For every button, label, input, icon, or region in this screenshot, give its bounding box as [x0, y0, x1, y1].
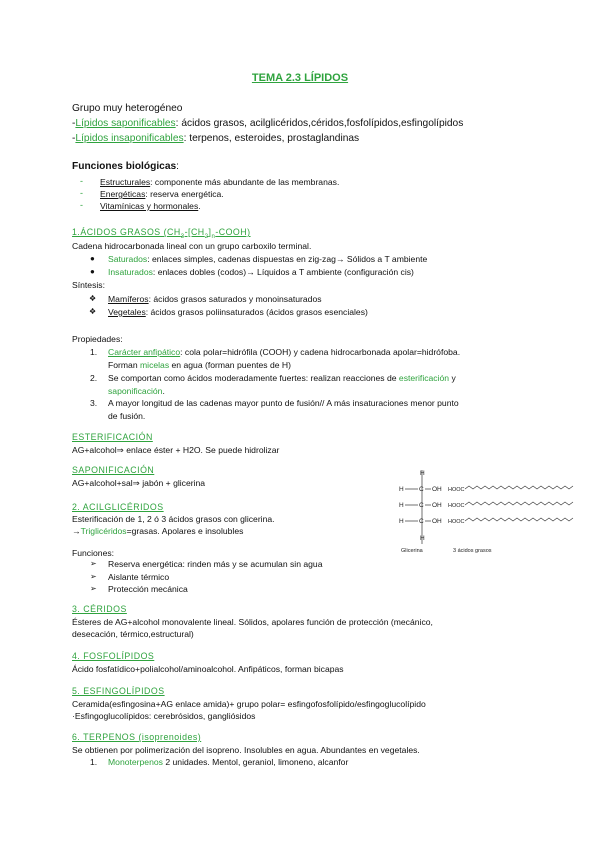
- hydrogen-atom: H: [399, 518, 404, 525]
- hydrogen-atom: H: [399, 502, 404, 509]
- hydrogen-atom: H: [420, 535, 425, 542]
- list-number: 1.: [90, 757, 98, 767]
- acidos-grasos-label: 3 ácidos grasos: [453, 548, 492, 554]
- intro-line: Grupo muy heterogéneo: [72, 103, 183, 114]
- section-acilgliceridos-heading: 2. ACILGLICÉRIDOS: [72, 502, 164, 512]
- funcion-term: Estructurales: [100, 177, 151, 187]
- bullet-diamond: ❖: [89, 307, 97, 316]
- heading-subscript: 3: [180, 233, 185, 240]
- funcion-text: : componente más abundante de las membranas.: [150, 177, 340, 187]
- terpenos-text: 2 unidades. Mentol, geraniol, limoneno, alcanfor: [162, 757, 349, 767]
- section-fosfolipidos-heading: 4. FOSFOLÍPIDOS: [72, 651, 155, 661]
- carbon-atom: C: [419, 486, 424, 493]
- micelas-term: micelas: [140, 360, 170, 370]
- saturados-item: [108, 254, 427, 264]
- acilgliceridos-text: =grasas. Apolares e insolubles: [126, 526, 244, 536]
- glicerina-label: Glicerina: [401, 548, 423, 554]
- section-acidos-grasos-heading: [72, 227, 251, 240]
- dash-marker: -: [80, 200, 83, 210]
- acil-funcion-item: Reserva energética: rinden más y se acumulan sin agua: [108, 559, 323, 569]
- propiedad-text: Se comportan como ácidos moderadamente fuertes: realizan reacciones de: [108, 373, 399, 383]
- bullet-arrowhead: ➢: [90, 584, 97, 593]
- mamiferos-text: : ácidos grasos saturados y monoinsaturados: [148, 294, 322, 304]
- acil-funcion-item: Protección mecánica: [108, 584, 188, 594]
- funcion-text: : reserva energética.: [145, 189, 224, 199]
- hydroxyl-group: OH: [432, 518, 442, 525]
- arrow-symbol: →: [72, 526, 81, 536]
- fosfolipidos-line1: Ácido fosfatídico+polialcohol/aminoalcohol. Anfipáticos, forman bicapas: [72, 664, 344, 674]
- vegetales-text: : ácidos grasos poliinsaturados (ácidos grasos esenciales): [145, 307, 368, 317]
- saponificacion-text: AG+alcohol+sal⇒ jabón + glicerina: [72, 478, 206, 488]
- propiedad-text: Forman: [108, 360, 140, 370]
- funciones-colon: :: [176, 161, 179, 172]
- carboxyl-group: HOOC: [448, 487, 465, 493]
- dash-prefix: -: [72, 118, 76, 129]
- acilgliceridos-line1: Esterificación de 1, 2 ó 3 ácidos grasos con glicerina.: [72, 514, 275, 524]
- page-title: TEMA 2.3 LÍPIDOS: [251, 72, 349, 84]
- dash-prefix: -: [72, 133, 76, 144]
- fatty-acid-chain: [465, 518, 573, 521]
- hydrogen-atom: H: [399, 486, 404, 493]
- bullet-arrowhead: ➢: [90, 572, 97, 581]
- propiedad-text: .: [162, 386, 165, 396]
- funciones-heading: [72, 161, 179, 172]
- sintesis-label: Síntesis:: [72, 280, 105, 290]
- vegetales-item: [108, 307, 368, 317]
- bullet-dot: ●: [90, 267, 95, 276]
- propiedad-1: [108, 347, 460, 357]
- acidos-description: Cadena hidrocarbonada lineal con un grupo carboxilo terminal.: [72, 241, 312, 251]
- heading-subscript: n: [211, 233, 216, 240]
- insaponificables-line: [72, 133, 359, 144]
- heading-part: -[CH: [184, 227, 205, 237]
- acilgliceridos-line2: [72, 526, 243, 536]
- hydrogen-atom: H: [420, 470, 425, 477]
- heading-subscript: 2: [204, 233, 209, 240]
- funcion-item: [100, 189, 224, 199]
- carbon-atom: C: [419, 502, 424, 509]
- dash-marker: -: [80, 176, 83, 186]
- propiedad-2-line2: [108, 386, 165, 396]
- trigliceridos-term: Triglicéridos: [80, 526, 127, 536]
- insaponificables-link[interactable]: Lípidos insaponificables: [75, 133, 184, 144]
- bullet-diamond: ❖: [89, 294, 97, 303]
- propiedad-3: A mayor longitud de las cadenas mayor punto de fusión// A más insaturaciones menor punto: [108, 398, 459, 408]
- section-ceridos-heading: 3. CÉRIDOS: [72, 604, 127, 614]
- section-esfingolipidos-heading: 5. ESFINGOLÍPIDOS: [72, 686, 165, 696]
- carboxyl-group: HOOC: [448, 519, 465, 525]
- saturados-text: : enlaces simples, cadenas dispuestas en zig-zag→ Sólidos a T ambiente: [147, 254, 428, 264]
- list-number: 3.: [90, 398, 98, 408]
- bullet-arrowhead: ➢: [90, 559, 97, 568]
- propiedad-1-line2: [108, 360, 291, 370]
- saponificacion-heading: SAPONIFICACIÓN: [72, 465, 155, 475]
- funciones-heading-text: Funciones biológicas: [72, 161, 177, 172]
- glicerina-acidos-diagram: [398, 468, 578, 558]
- list-number: 2.: [90, 373, 98, 383]
- dash-marker: -: [80, 188, 83, 198]
- insaponificables-text: : terpenos, esteroides, prostaglandinas: [183, 133, 360, 144]
- hydroxyl-group: OH: [432, 486, 442, 493]
- monoterpenos-term: Monoterpenos: [108, 757, 163, 767]
- hydroxyl-group: OH: [432, 502, 442, 509]
- funcion-term: Energéticas: [100, 189, 146, 199]
- saturados-term: Saturados: [108, 254, 148, 264]
- funcion-item: [100, 201, 201, 211]
- esterificacion-text: AG+alcohol⇒ enlace éster + H2O. Se puede hidrolizar: [72, 445, 280, 455]
- saponificables-text: : ácidos grasos, acilglicéridos,céridos,fosfolípidos,esfingolípidos: [175, 118, 464, 129]
- propiedad-text: y: [449, 373, 456, 383]
- acil-funciones-label: Funciones:: [72, 548, 115, 558]
- fatty-acid-chain: [465, 486, 573, 489]
- heading-part: -COOH): [215, 227, 251, 237]
- heading-part: ]: [208, 227, 212, 237]
- propiedad-3-line2: de fusión.: [108, 411, 146, 421]
- carbon-atom: C: [419, 518, 424, 525]
- terpenos-item: [108, 757, 348, 767]
- ceridos-line2: desecación, térmico,estructural): [72, 629, 194, 639]
- anfipatico-link[interactable]: Carácter anfipático: [108, 347, 181, 357]
- propiedad-text: : cola polar=hidrófila (COOH) y cadena hidrocarbonada apolar=hidrófoba.: [180, 347, 461, 357]
- esfingolipidos-line2: ·Esfingoglucolípidos: cerebrósidos, gangliósidos: [72, 711, 256, 721]
- insaturados-term: Insaturados: [108, 267, 153, 277]
- propiedades-label: Propiedades:: [72, 334, 123, 344]
- propiedad-text: en agua (forman puentes de H): [169, 360, 291, 370]
- saponificables-line: [72, 118, 463, 129]
- esterificacion-heading: ESTERIFICACIÓN: [72, 432, 153, 442]
- bullet-dot: ●: [90, 254, 95, 263]
- list-number: 1.: [90, 347, 98, 357]
- acil-funcion-item: Aislante térmico: [108, 572, 170, 582]
- heading-part: 1.ÁCIDOS GRASOS (CH: [72, 227, 181, 237]
- vegetales-term: Vegetales: [108, 307, 146, 317]
- funcion-term: Vitamínicas y hormonales: [100, 201, 199, 211]
- propiedad-2: [108, 373, 456, 383]
- insaturados-item: [108, 267, 414, 277]
- ceridos-line1: Ésteres de AG+alcohol monovalente lineal. Sólidos, apolares función de protección (mecánico,: [72, 617, 433, 627]
- mamiferos-item: [108, 294, 322, 304]
- funcion-text: .: [198, 201, 201, 211]
- saponificables-link[interactable]: Lípidos saponificables: [75, 118, 176, 129]
- insaturados-text: : enlaces dobles (codos)→ Líquidos a T ambiente (configuración cis): [152, 267, 414, 277]
- fatty-acid-chain: [465, 502, 573, 505]
- mamiferos-term: Mamíferos: [108, 294, 149, 304]
- esterificacion-term: esterificación: [398, 373, 450, 383]
- section-terpenos-heading: 6. TERPENOS (isoprenoides): [72, 732, 202, 742]
- esfingolipidos-line1: Ceramida(esfingosina+AG enlace amida)+ grupo polar= esfingofosfolípido/esfingoglucolípido: [72, 699, 426, 709]
- carboxyl-group: HOOC: [448, 503, 465, 509]
- funcion-item: [100, 177, 339, 187]
- terpenos-line1: Se obtienen por polimerización del isopreno. Insolubles en agua. Abundantes en vegetales.: [72, 745, 420, 755]
- saponificacion-term: saponificación: [108, 386, 163, 396]
